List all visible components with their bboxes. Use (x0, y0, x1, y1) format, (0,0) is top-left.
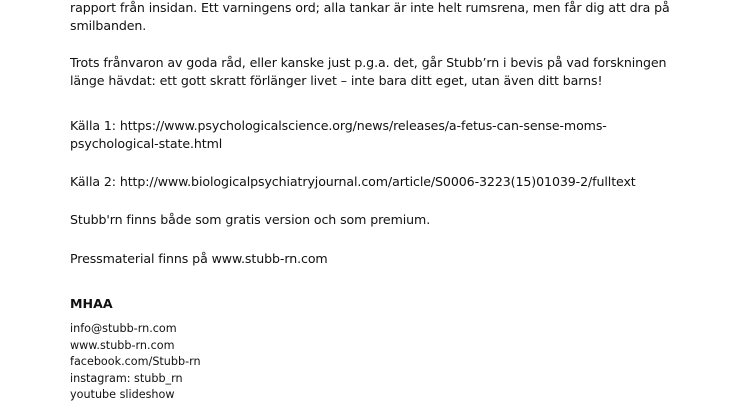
source-2-paragraph[interactable] (70, 173, 670, 191)
source-1-line-2[interactable]: psychological-state.html (70, 136, 223, 151)
versions-text: Stubb'rn finns både som gratis version och som premium. (70, 212, 431, 227)
contact-instagram[interactable]: instagram: stubb_rn (70, 371, 183, 385)
research-line-1: Trots frånvaron av goda råd, eller kanske just p.g.a. det, går Stubb’rn i bevis på vad forskningen (70, 55, 667, 70)
contact-facebook[interactable]: facebook.com/Stubb-rn (70, 355, 201, 368)
research-line-2: länge hävdat: ett gott skratt förlänger livet – inte bara ditt eget, utan även ditt barns! (70, 73, 603, 88)
source-1-paragraph[interactable] (70, 117, 670, 153)
contact-list (70, 321, 201, 404)
intro-paragraph (70, 0, 670, 35)
versions-paragraph (70, 211, 670, 229)
contact-website[interactable]: www.stubb-rn.com (70, 338, 175, 352)
source-1-line-1[interactable]: Källa 1: https://www.psychologicalscience.org/news/releases/a-fetus-can-sense-moms- (70, 118, 607, 133)
contact-email[interactable]: info@stubb-rn.com (70, 322, 177, 335)
intro-line-1: rapport från insidan. Ett varningens ord; alla tankar är inte helt rumsrena, men får dig att dra på (70, 0, 670, 15)
research-paragraph (70, 54, 670, 90)
contact-youtube[interactable]: youtube slideshow (70, 388, 175, 401)
press-text[interactable]: Pressmaterial finns på www.stubb-rn.com (70, 251, 328, 266)
source-2-text[interactable]: Källa 2: http://www.biologicalpsychiatryjournal.com/article/S0006-3223(15)01039-2/fulltext (70, 174, 636, 189)
intro-line-2: smilbanden. (70, 18, 147, 33)
press-paragraph[interactable] (70, 250, 670, 268)
contact-heading: MHAA (70, 296, 113, 311)
